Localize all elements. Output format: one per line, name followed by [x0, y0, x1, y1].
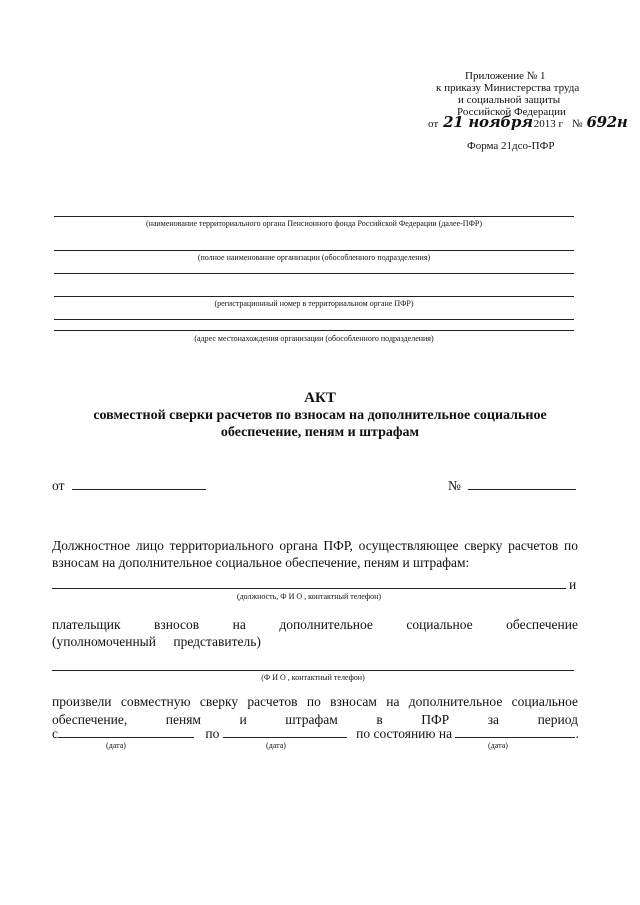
org-name-line-1[interactable]: [54, 250, 574, 251]
appendix-label: Приложение № 1: [465, 70, 546, 82]
ministry-line: и социальной защиты: [458, 94, 561, 106]
reg-number-caption: (регистрационный номер в территориальном органе ПФР): [214, 299, 414, 308]
period-state-label: по состоянию на: [356, 726, 453, 741]
official-paragraph: Должностное лицо территориального органа ПФР, осуществляющее сверку расчетов по взносам на дополнительное социальное обеспечение, пеням и штрафам:: [52, 538, 578, 570]
performed-line2: обеспечение, пеням и штрафам в ПФР за период: [52, 712, 578, 727]
act-number-label: №: [448, 478, 461, 493]
payer-caption: (Ф И О , контактный телефон): [261, 673, 365, 682]
order-line: к приказу Министерства труда: [436, 82, 580, 94]
period-to-field[interactable]: [223, 724, 347, 738]
order-date-handwritten: 21 ноября: [443, 113, 533, 131]
official-suffix: и: [569, 577, 577, 592]
pfr-body-line[interactable]: [54, 216, 574, 217]
reg-number-line[interactable]: [54, 296, 574, 297]
payer-paragraph: плательщик взносов на дополнительное социальное обеспечение (уполномоченный представитель): [52, 617, 578, 649]
official-line[interactable]: [52, 588, 566, 589]
act-date-label: от: [52, 478, 65, 493]
official-caption: (должность, Ф И О , контактный телефон): [236, 592, 382, 601]
address-line-2[interactable]: [54, 330, 574, 331]
order-number-prefix: №: [571, 118, 583, 130]
org-name-caption: (полное наименование организации (обособленного подразделения): [197, 253, 431, 262]
period-end: .: [575, 726, 579, 741]
form-code: Форма 21дсо-ПФР: [467, 140, 555, 152]
period-state-field[interactable]: [455, 724, 575, 738]
address-caption: (адрес местонахождения организации (обособленного подразделения): [194, 334, 434, 343]
act-title: АКТ: [304, 390, 336, 406]
order-date-year: 2013 г: [533, 118, 563, 130]
order-date-prefix: от: [428, 118, 439, 130]
period-row: [52, 724, 579, 742]
order-date-row: [428, 113, 628, 131]
order-number-handwritten: 692н: [586, 113, 628, 131]
pfr-body-caption: (наименование территориального органа Пенсионного фонда Российской Федерации (далее-ПФР): [146, 219, 482, 228]
act-number-field[interactable]: [468, 476, 576, 490]
period-to-label: по: [205, 726, 220, 741]
act-date-field[interactable]: [72, 476, 206, 490]
date-caption-3: (дата): [488, 741, 508, 750]
act-subtitle-line2: обеспечение, пеням и штрафам: [220, 425, 420, 440]
federation-line: Российской Федерации: [457, 106, 566, 118]
act-date-row: [52, 476, 206, 494]
performed-line1: произвели совместную сверку расчетов по взносам на дополнительное социальное: [52, 694, 578, 709]
payer-line[interactable]: [52, 670, 574, 671]
act-number-row: [448, 476, 576, 494]
act-subtitle-line1: совместной сверки расчетов по взносам на дополнительное социальное: [93, 408, 547, 423]
date-caption-1: (дата): [106, 741, 126, 750]
org-name-line-2[interactable]: [54, 273, 574, 274]
period-from-field[interactable]: [58, 724, 194, 738]
date-caption-2: (дата): [266, 741, 286, 750]
address-line-1[interactable]: [54, 319, 574, 320]
period-from-label: с: [52, 726, 58, 741]
